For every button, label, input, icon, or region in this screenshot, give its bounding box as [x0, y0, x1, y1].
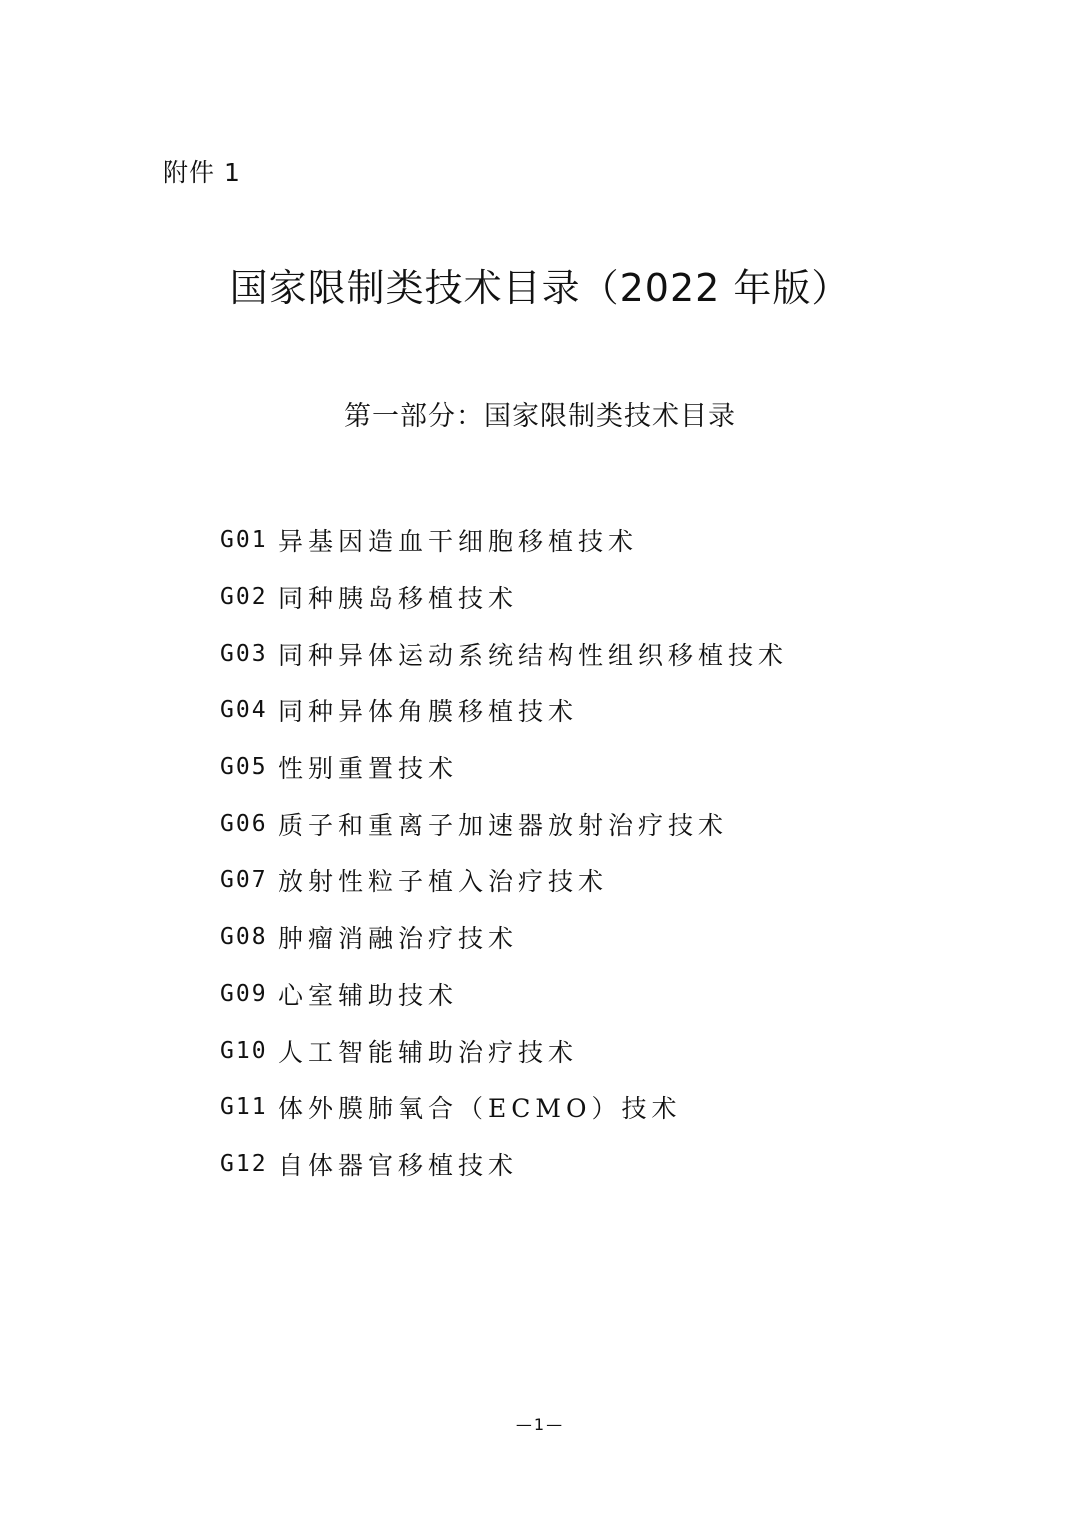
item-code: G03	[220, 640, 268, 667]
item-name: 心室辅助技术	[278, 980, 459, 1010]
item-code: G08	[220, 924, 268, 951]
list-item	[220, 569, 788, 626]
item-code: G02	[220, 584, 268, 611]
item-name: 性别重置技术	[278, 754, 459, 784]
item-name: 自体器官移植技术	[278, 1150, 519, 1180]
item-code: G07	[220, 867, 268, 894]
item-code: G10	[220, 1037, 268, 1064]
list-item	[220, 966, 788, 1023]
page-number: —1—	[515, 1415, 565, 1434]
item-code: G04	[220, 697, 268, 724]
list-item	[220, 852, 788, 909]
item-name: 同种异体运动系统结构性组织移植技术	[278, 640, 789, 670]
list-item	[220, 1136, 788, 1193]
item-code: G05	[220, 754, 268, 781]
item-name: 肿瘤消融治疗技术	[278, 924, 519, 954]
item-name: 质子和重离子加速器放射治疗技术	[278, 810, 729, 840]
list-item	[220, 909, 788, 966]
item-name: 同种异体角膜移植技术	[278, 697, 579, 727]
list-item	[220, 1022, 788, 1079]
item-code: G06	[220, 810, 268, 837]
section-heading: 第一部分：国家限制类技术目录	[344, 401, 736, 432]
item-name: 人工智能辅助治疗技术	[278, 1037, 579, 1067]
list-item	[220, 682, 788, 739]
item-code: G12	[220, 1150, 268, 1177]
list-item	[220, 625, 788, 682]
item-name: 放射性粒子植入治疗技术	[278, 867, 609, 897]
list-item	[220, 512, 788, 569]
list-item	[220, 1079, 788, 1136]
item-name: 同种胰岛移植技术	[278, 584, 519, 614]
list-item	[220, 795, 788, 852]
item-code: G01	[220, 527, 268, 554]
attachment-label: 附件 1	[163, 158, 241, 187]
list-item	[220, 739, 788, 796]
item-name: 异基因造血干细胞移植技术	[278, 527, 639, 557]
technology-list	[220, 512, 788, 1192]
item-code: G09	[220, 980, 268, 1007]
item-name: 体外膜肺氧合（ECMO）技术	[278, 1094, 682, 1124]
item-code: G11	[220, 1094, 268, 1121]
document-title: 国家限制类技术目录（2022 年版）	[229, 266, 851, 310]
